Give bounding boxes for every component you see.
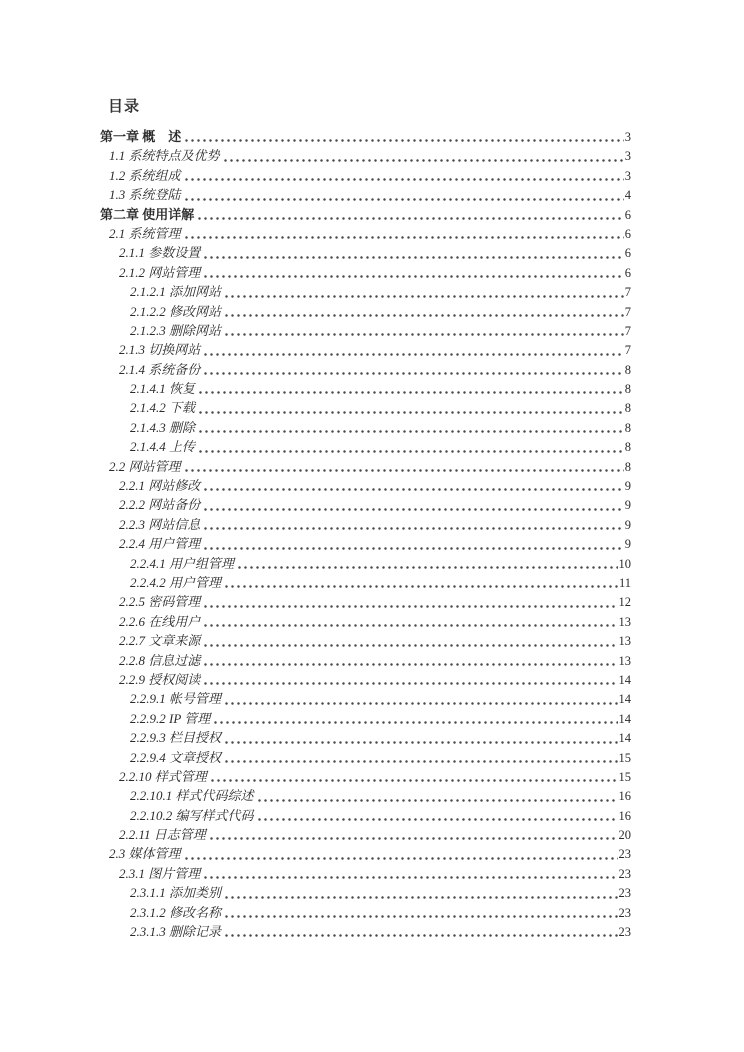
toc-entry-page: 14: [618, 731, 631, 746]
toc-entry-label: 1.1 系统特点及优势: [109, 148, 220, 164]
toc-entry-label: 2.3.1.3 删除记录: [130, 924, 222, 940]
toc-entry-label: 第二章 使用详解: [100, 206, 195, 222]
toc-entry-page: 6: [624, 207, 631, 222]
toc-entry-label: 2.1.4.1 恢复: [130, 381, 196, 397]
toc-entry-page: 9: [624, 479, 631, 494]
toc-entry-page: 9: [624, 517, 631, 532]
dot-leader: [199, 450, 624, 453]
toc-entry-page: 8: [624, 382, 631, 397]
toc-entry-label: 2.2.9 授权阅读: [119, 671, 201, 687]
toc-entry[interactable]: [100, 689, 631, 708]
toc-entry-page: 7: [624, 323, 631, 338]
toc-title: 目录: [108, 98, 141, 115]
toc-entry-label: 2.2.4.2 用户管理: [130, 574, 222, 590]
dot-leader: [185, 139, 623, 142]
toc-entry-page: 14: [618, 672, 631, 687]
toc-entry-page: 7: [624, 285, 631, 300]
toc-entry-page: 8: [624, 362, 631, 377]
toc-entry-label: 2.2.1 网站修改: [119, 478, 201, 494]
dot-leader: [204, 256, 623, 259]
dot-leader: [210, 837, 618, 840]
toc-entry[interactable]: [100, 166, 631, 185]
toc-entry-label: 2.1 系统管理: [109, 225, 181, 241]
toc-entry-label: 2.2.4 用户管理: [119, 536, 201, 552]
toc-entry-page: 13: [618, 614, 631, 629]
toc-entry[interactable]: [100, 205, 631, 224]
toc-entry-page: 3: [624, 168, 631, 183]
toc-entry-label: 2.3.1.2 修改名称: [130, 904, 222, 920]
dot-leader: [225, 934, 617, 937]
dot-leader: [204, 644, 617, 647]
dot-leader: [185, 236, 624, 239]
toc-entry[interactable]: [100, 263, 631, 282]
toc-entry-page: 6: [624, 246, 631, 261]
dot-leader: [224, 159, 624, 162]
toc-entry-label: 2.1.3 切换网站: [119, 342, 201, 358]
toc-entry-page: 14: [618, 692, 631, 707]
dot-leader: [204, 663, 617, 666]
toc-entry-label: 2.3.1.1 添加类别: [130, 885, 222, 901]
toc-entry-label: 2.1.4.4 上传: [130, 439, 196, 455]
dot-leader: [225, 333, 624, 336]
toc-entry[interactable]: [100, 864, 631, 883]
toc-entry[interactable]: [100, 554, 631, 573]
dot-leader: [204, 508, 623, 511]
toc-entry[interactable]: [100, 651, 631, 670]
dot-leader: [225, 760, 617, 763]
toc-entry-label: 2.3 媒体管理: [109, 846, 181, 862]
toc-entry-page: 6: [624, 265, 631, 280]
toc-entry[interactable]: [100, 282, 631, 301]
toc-entry[interactable]: [100, 127, 631, 146]
toc-entry-label: 2.2.5 密码管理: [119, 594, 201, 610]
toc-entry-page: 13: [618, 653, 631, 668]
toc-entry[interactable]: [100, 883, 631, 902]
dot-leader: [199, 411, 624, 414]
toc-entry-label: 第一章 概 述: [100, 129, 182, 144]
dot-leader: [258, 818, 618, 821]
toc-entry-label: 2.3.1 图片管理: [119, 865, 201, 881]
toc-entry[interactable]: [100, 476, 631, 495]
toc-entry-label: 2.2.9.3 栏目授权: [130, 730, 222, 746]
toc-entry[interactable]: [100, 844, 631, 863]
toc-entry[interactable]: [100, 806, 631, 825]
dot-leader: [204, 624, 617, 627]
toc-entry-page: 8: [624, 420, 631, 435]
toc-entry-page: 3: [624, 149, 631, 164]
dot-leader: [258, 799, 618, 802]
dot-leader: [225, 896, 617, 899]
toc-entry-page: 10: [618, 556, 631, 571]
toc-entry-page: 8: [624, 440, 631, 455]
toc-entry-page: 16: [618, 789, 631, 804]
toc-entry-page: 11: [618, 575, 631, 590]
toc-entry[interactable]: [100, 534, 631, 553]
toc-entry-label: 2.2.10.2 编写样式代码: [130, 807, 254, 823]
dot-leader: [185, 857, 618, 860]
toc-entry-page: 15: [618, 769, 631, 784]
toc-entry-label: 2.1.2.3 删除网站: [130, 322, 222, 338]
toc-entry-label: 2.1.2.2 修改网站: [130, 303, 222, 319]
dot-leader: [225, 585, 618, 588]
toc-entry-page: 23: [618, 866, 631, 881]
toc-entry-page: 23: [618, 847, 631, 862]
dot-leader: [225, 295, 624, 298]
dot-leader: [204, 372, 623, 375]
toc-entry-label: 2.1.4.2 下载: [130, 400, 196, 416]
dot-leader: [204, 353, 623, 356]
toc-entry-label: 2.2 网站管理: [109, 458, 181, 474]
toc-entry-page: 8: [624, 401, 631, 416]
toc-entry-label: 1.3 系统登陆: [109, 187, 181, 203]
dot-leader: [214, 721, 617, 724]
dot-leader: [204, 488, 623, 491]
toc-entry-label: 2.1.4.3 删除: [130, 419, 196, 435]
toc-entry-page: 23: [618, 886, 631, 901]
toc-entry[interactable]: [100, 418, 631, 437]
toc-entry-page: 13: [618, 634, 631, 649]
toc-entry-page: 7: [624, 304, 631, 319]
toc-entry[interactable]: [100, 340, 631, 359]
dot-leader: [204, 275, 623, 278]
dot-leader: [204, 605, 617, 608]
toc-entry[interactable]: [100, 495, 631, 514]
dot-leader: [185, 198, 624, 201]
toc-entry[interactable]: [100, 379, 631, 398]
toc-entry-label: 2.2.10.1 样式代码综述: [130, 788, 254, 804]
toc-entry-page: 4: [624, 188, 631, 203]
toc-entry[interactable]: [100, 398, 631, 417]
toc-entry[interactable]: [100, 786, 631, 805]
toc-entry-page: 15: [618, 750, 631, 765]
toc-entry-label: 2.1.2.1 添加网站: [130, 284, 222, 300]
dot-leader: [225, 702, 617, 705]
toc-entry-page: 12: [618, 595, 631, 610]
toc-entry[interactable]: [100, 922, 631, 941]
toc-entry-label: 2.2.9.2 IP 管理: [130, 710, 211, 726]
toc-entry-label: 2.1.4 系统备份: [119, 361, 201, 377]
toc-entry-label: 2.1.2 网站管理: [119, 264, 201, 280]
toc-entry[interactable]: [100, 146, 631, 165]
toc-entry[interactable]: [100, 224, 631, 243]
toc-entry-page: 23: [618, 925, 631, 940]
dot-leader: [198, 217, 623, 220]
toc-entry-label: 2.2.6 在线用户: [119, 613, 201, 629]
toc-entry-page: 8: [624, 459, 631, 474]
toc-entry[interactable]: [100, 612, 631, 631]
toc-entry[interactable]: [100, 185, 631, 204]
dot-leader: [199, 391, 624, 394]
toc-entry-page: 20: [618, 828, 631, 843]
toc-entry-label: 2.2.8 信息过滤: [119, 652, 201, 668]
toc-entry-label: 2.2.9.1 帐号管理: [130, 691, 222, 707]
toc-entry-page: 23: [618, 905, 631, 920]
toc-entry-page: 14: [618, 711, 631, 726]
dot-leader: [204, 527, 623, 530]
toc-entry-label: 2.2.3 网站信息: [119, 516, 201, 532]
toc-entry[interactable]: [100, 631, 631, 650]
dot-leader: [204, 547, 623, 550]
toc-list: [100, 127, 631, 941]
toc-entry[interactable]: [100, 592, 631, 611]
toc-entry[interactable]: [100, 903, 631, 922]
dot-leader: [211, 779, 618, 782]
toc-entry[interactable]: [100, 515, 631, 534]
toc-entry[interactable]: [100, 360, 631, 379]
dot-leader: [185, 469, 624, 472]
toc-entry-label: 2.2.4.1 用户组管理: [130, 555, 235, 571]
toc-entry[interactable]: [100, 748, 631, 767]
toc-entry-page: 9: [624, 498, 631, 513]
toc-entry-label: 2.2.9.4 文章授权: [130, 749, 222, 765]
dot-leader: [204, 876, 617, 879]
dot-leader: [199, 430, 624, 433]
dot-leader: [225, 314, 624, 317]
dot-leader: [225, 741, 617, 744]
toc-entry-label: 1.2 系统组成: [109, 167, 181, 183]
toc-entry-page: 6: [624, 226, 631, 241]
toc-entry[interactable]: [100, 437, 631, 456]
toc-entry[interactable]: [100, 573, 631, 592]
toc-entry-label: 2.2.2 网站备份: [119, 497, 201, 513]
toc-entry-label: 2.2.10 样式管理: [119, 768, 207, 784]
toc-entry[interactable]: [100, 767, 631, 786]
toc-entry[interactable]: [100, 302, 631, 321]
toc-entry[interactable]: [100, 243, 631, 262]
toc-entry[interactable]: [100, 321, 631, 340]
toc-entry-label: 2.2.11 日志管理: [119, 827, 206, 843]
dot-leader: [204, 682, 617, 685]
toc-entry-page: 16: [618, 808, 631, 823]
toc-entry-page: 9: [624, 537, 631, 552]
dot-leader: [185, 178, 624, 181]
toc-entry-page: 7: [624, 343, 631, 358]
toc-entry-label: 2.2.7 文章来源: [119, 633, 201, 649]
toc-entry-page: 3: [624, 130, 631, 144]
dot-leader: [238, 566, 617, 569]
toc-entry-label: 2.1.1 参数设置: [119, 245, 201, 261]
toc-entry[interactable]: [100, 670, 631, 689]
dot-leader: [225, 915, 617, 918]
toc-entry[interactable]: [100, 709, 631, 728]
toc-entry[interactable]: [100, 728, 631, 747]
toc-entry[interactable]: [100, 825, 631, 844]
toc-entry[interactable]: [100, 457, 631, 476]
